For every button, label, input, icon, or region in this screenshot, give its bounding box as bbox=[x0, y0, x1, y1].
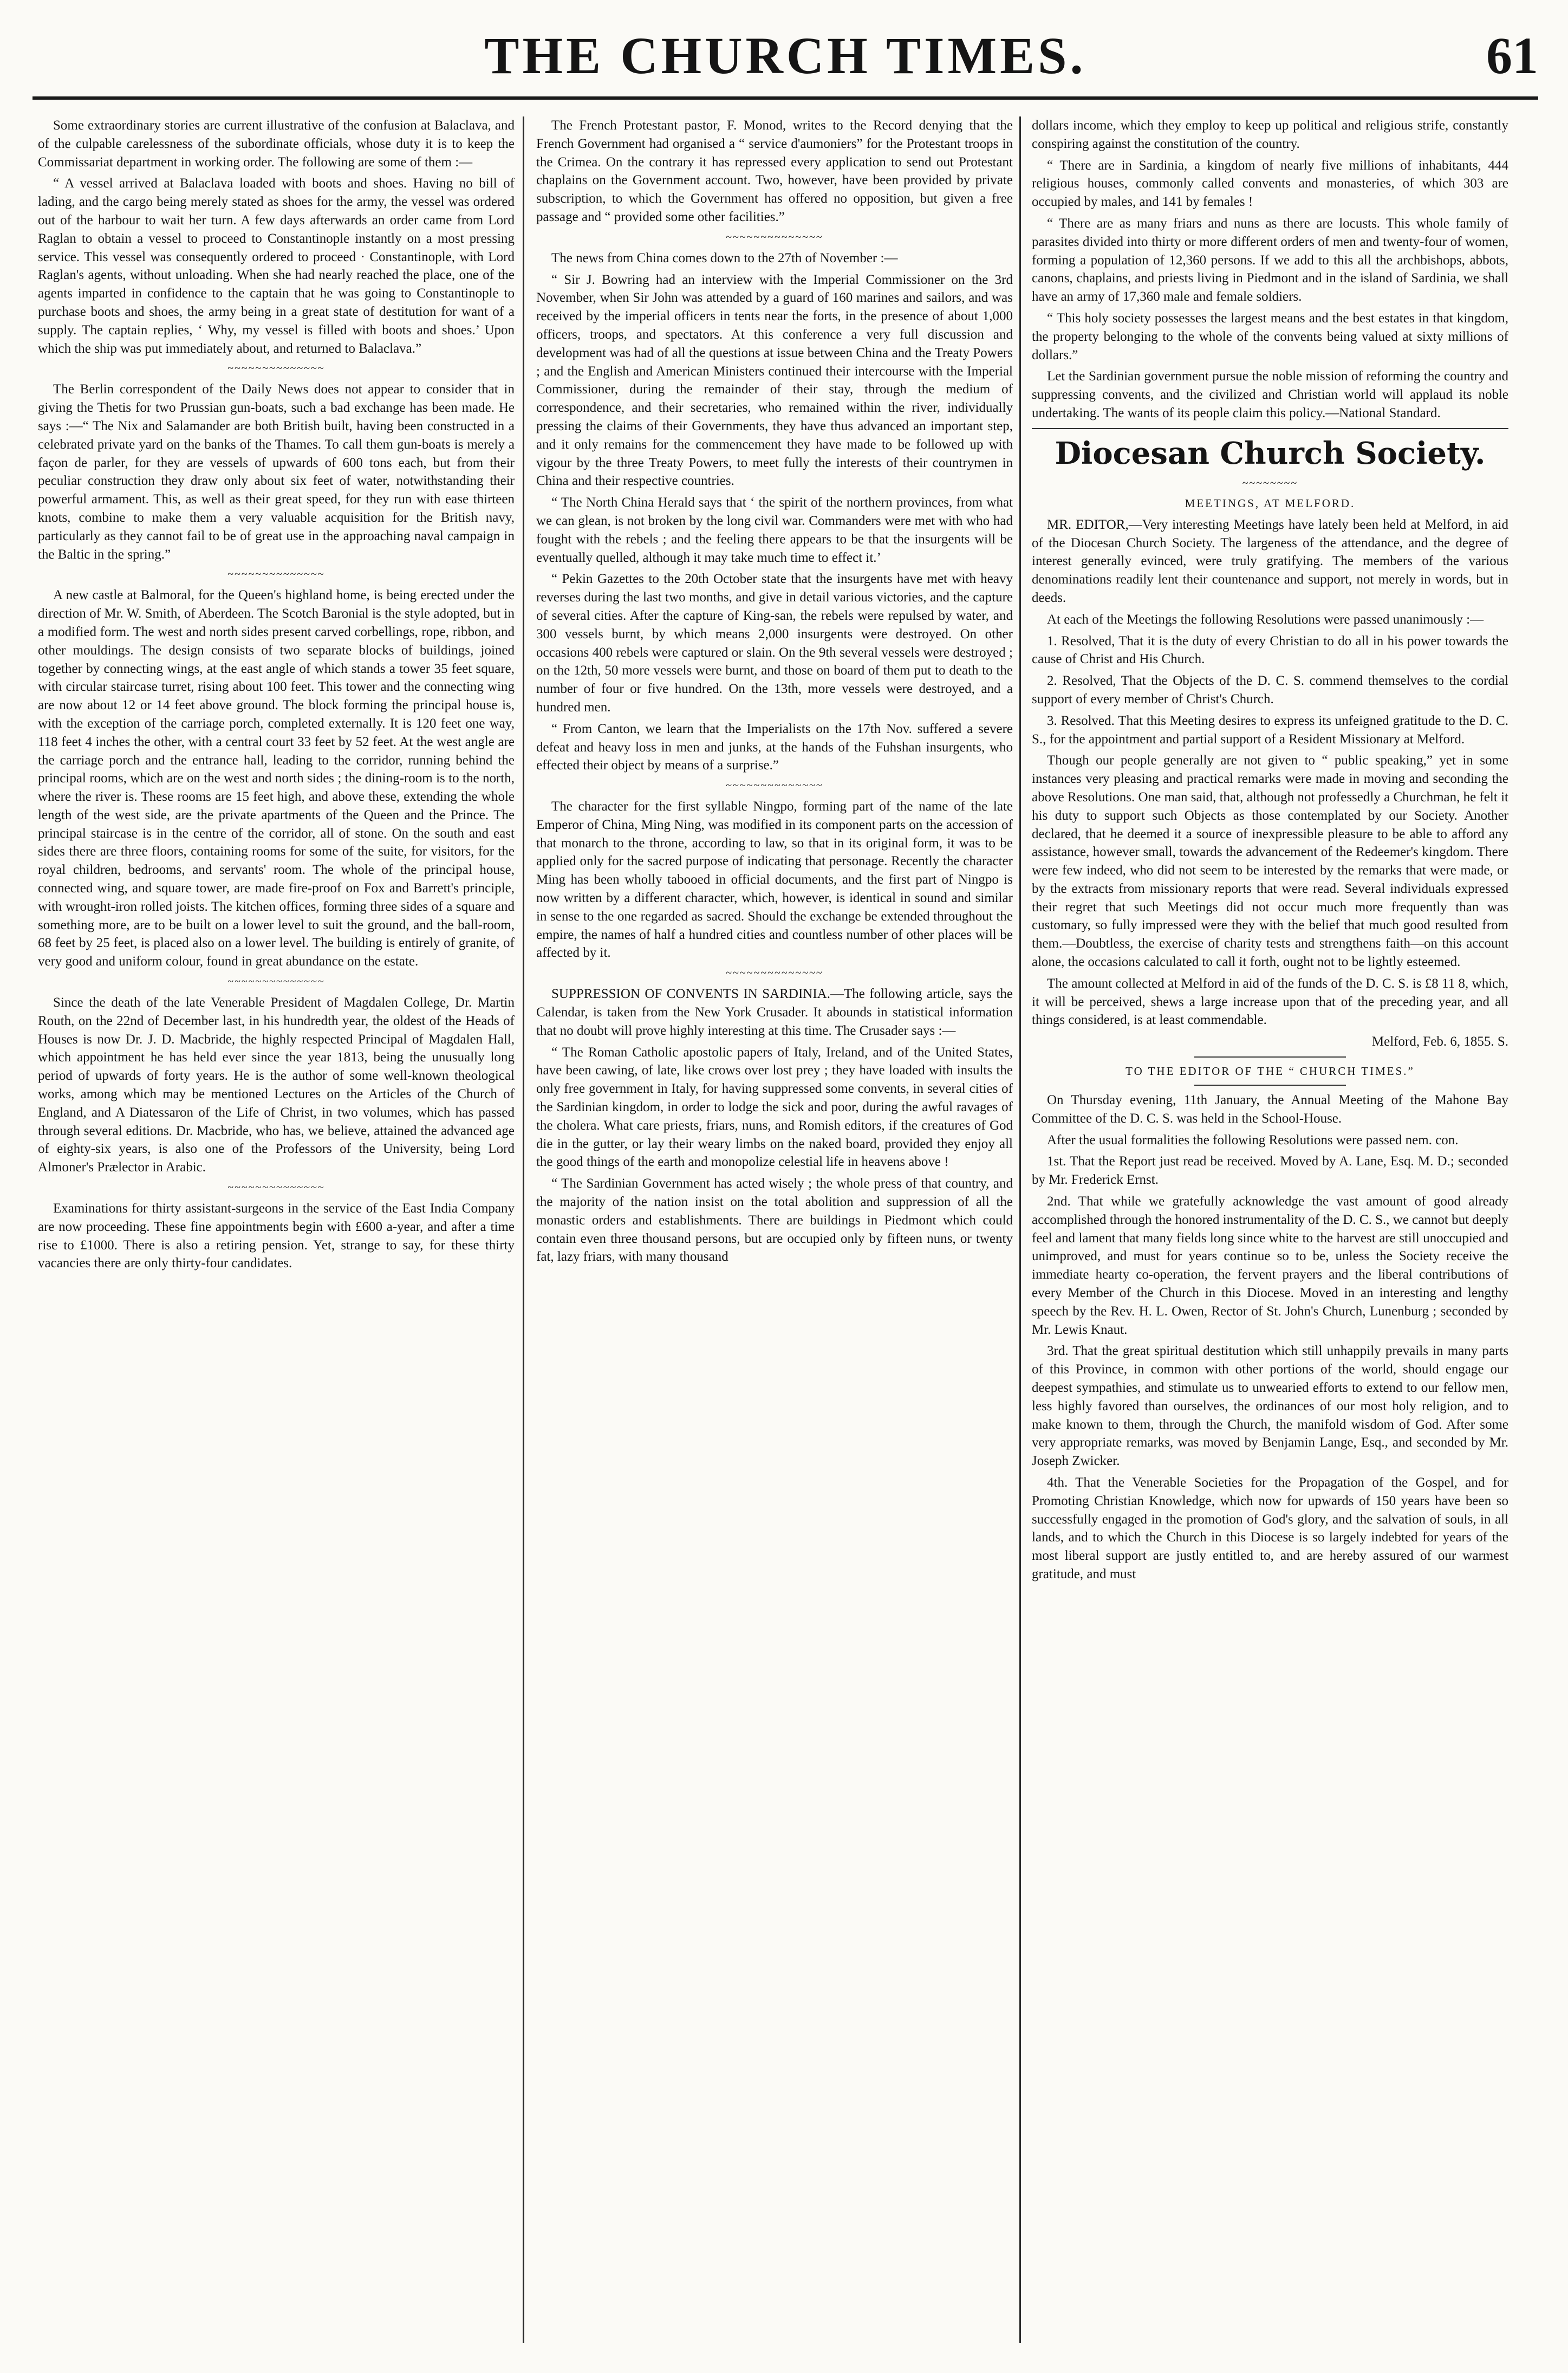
short-rule bbox=[1194, 1085, 1346, 1086]
article-balmoral bbox=[38, 586, 515, 971]
article-melford bbox=[1032, 516, 1508, 1051]
section-title: Diocesan Church Society. bbox=[1055, 435, 1486, 471]
paragraph: MR. EDITOR,—Very interesting Meetings have lately been held at Melford, in aid of the Diocesan Church Society. The largeness of the attendance, and the degree of interest generally evinced, were truly gratifying. The members of the various denominations readily lent their countenance and support, not merely in words, but in deeds. bbox=[1032, 517, 1508, 605]
page-number: 61 bbox=[1486, 27, 1538, 85]
paragraph: “ This holy society possesses the largest means and the best estates in that kingdom, the property belonging to the whole of the convents being valued at sixty millions of dollars.” bbox=[1032, 310, 1508, 362]
paragraph: Let the Sardinian government pursue the noble mission of reforming the country and suppressing convents, and the civilized and Christian world will applaud its noble undertaking. The wants of its people claim this policy.—National Standard. bbox=[1032, 369, 1508, 420]
paragraph: Since the death of the late Venerable President of Magdalen College, Dr. Martin Routh, on the 22nd of December last, in his hundredth year, the oldest of the Heads of Houses is now Dr. J. D. Macbride, the highly respected Principal of Magdalen Hall, which appointment he has held ever since the year 1813, being the unusually long period of upwards of forty years. He is the author of some well-known theological works, among which may be mentioned Lectures on the Articles of the Church of England, and A Diatessaron of the Life of Christ, in two volumes, which has passed through several editions. Dr. Macbride, who has, we believe, attained the advanced age of eighty-six years, is also one of the Professors of the University, being Lord Almoner's Prælector in Arabic. bbox=[38, 995, 515, 1175]
article-divider: ~~~~~~~~~~~~~~ bbox=[227, 362, 325, 375]
paragraph: A new castle at Balmoral, for the Queen's highland home, is being erected under the direction of Mr. W. Smith, of Aberdeen. The Scotch Baronial is the style adopted, but in a modified form. The west and north sides present carved corbellings, rope, ribbon, and other mouldings. The design consists of two separate blocks of buildings, joined together by connecting wings, at the east angle of which stands a tower 35 feet square, with circular staircase turret, rising about 100 feet. This tower and the connecting wing are now about 12 or 14 feet above ground. The block forming the principal house is, with the exception of the carriage porch, completed externally. It is 120 feet one way, 118 feet 4 inches the other, with a central court 33 feet by 52 feet. At the west angle are the carriage porch and the entrance hall, leading to the corridor, running behind the principal rooms, which are on the west and north sides ; the dining-room is to the north, where the river is. These rooms are 15 feet high, and above these, extending the whole length of the west side, are the private apartments of the Queen and the Prince. The principal staircase is in the centre of the corridor, all of stone. On the south and east sides there are three floors, containing rooms for some of the suite, for visitors, for the royal children, bedrooms, and servants' room. The whole of the principal house, connected wing, and square tower, are made fire-proof on Fox and Barrett's principle, with wrought-iron rolled joists. The kitchen offices, forming three sides of a square and something more, are to be built on a lower level to suit the ground, and the ball-room, 68 feet by 25 feet, is placed also on a lower level. The building is entirely of granite, of very good and uniform colour, found in great abundance on the estate. bbox=[38, 588, 515, 969]
article-divider: ~~~~~~~~~~~~~~ bbox=[227, 1182, 325, 1194]
paragraph: The amount collected at Melford in aid of the funds of the D. C. S. is £8 11 8, which, it will be perceived, shews a large increase upon that of the preceding year, and all things considered, is at least commendable. bbox=[1032, 976, 1508, 1028]
article-magdalen bbox=[38, 994, 515, 1177]
paragraph: dollars income, which they employ to keep up political and religious strife, constantly conspiring against the constitution of the country. bbox=[1032, 118, 1508, 151]
newspaper-title: THE CHURCH TIMES. bbox=[484, 27, 1086, 85]
paragraph: Examinations for thirty assistant-surgeons in the service of the East India Company are now proceeding. These fine appointments begin with £600 a-year, and after a time rise to £1000. There is also a retiring pension. Yet, strange to say, for these thirty vacancies there are only thirty-four candidates. bbox=[38, 1201, 515, 1271]
paragraph: The news from China comes down to the 27th of November :— bbox=[551, 250, 898, 265]
article-berlin bbox=[38, 380, 515, 563]
article-divider: ~~~~~~~~~~~~~~ bbox=[726, 967, 823, 980]
resolution: 3. Resolved. That this Meeting desires to express its unfeigned gratitude to the D. C. S., for the appointment and partial support of a Resident Missionary at Melford. bbox=[1032, 713, 1508, 747]
paragraph: The Berlin correspondent of the Daily News does not appear to consider that in giving the Thetis for two Prussian gun-boats, such a bad exchange has been made. He says :—“ The Nix and Salamander are both British built, having been constructed in a celebrated private yard on the banks of the Thames. To call them gun-boats is merely a façon de parler, for they are vessels of upwards of 600 tons each, but from their peculiar construction they draw only about six feet of water, notwithstanding their powerful armament. This, as well as their great speed, for they run with ease thirteen knots, combine to make them a very valuable acquisition for the British navy, particularly as they cannot fail to be of great use in the approaching naval campaign in the Baltic in the spring.” bbox=[38, 382, 515, 562]
resolution: 2nd. That while we gratefully acknowledge the vast amount of good already accomplished through the honored instrumentality of the D. C. S., we cannot but deeply feel and lament that many fields long since white to the harvest are still unoccupied and unimproved, and must for years continue so to be, unless the Society receive the immediate hearty co-operation, the fervent prayers and the liberal contributions of every Member of the Church in this Diocese. Moved in an interesting and lengthy speech by the Rev. H. L. Owen, Rector of St. John's Church, Lunenburg ; seconded by Mr. Lewis Knaut. bbox=[1032, 1194, 1508, 1337]
paragraph: SUPPRESSION OF CONVENTS IN SARDINIA.—The following article, says the Calendar, is taken from the New York Crusader. It abounds in statistical information that no doubt will prove highly interesting at this time. The Crusader says :— bbox=[536, 987, 1013, 1038]
resolution: 4th. That the Venerable Societies for the Propagation of the Gospel, and for Promoting Christian Knowledge, which now for upwards of 150 years have been so successfully engaged in the promotion of God's glory, and the salvation of souls, in all lands, and to which the Church in this Diocese is so largely indebted for years of the most liberal support are justly entitled to, and are hereby assured of our warmest gratitude, and must bbox=[1032, 1475, 1508, 1581]
paragraph: “ A vessel arrived at Balaclava loaded with boots and shoes. Having no bill of lading, and the cargo being merely stated as shoes for the army, the vessel was ordered out of the harbour to wait her turn. A few days afterwards an order came from Lord Raglan to obtain a vessel to proceed to Constantinople instantly on a most pressing service. This vessel was consequently ordered to proceed · Constantinople, with Lord Raglan's agents, without unloading. When she had nearly reached the place, one of the agents imparted in confidence to the captain that he was going to Constantinople to purchase boots and shoes, the army being in a great state of destitution for want of a supply. The captain replies, ‘ Why, my vessel is filled with boots and shoes.’ Upon which the ship was put immediately about, and returned to Balaclava.” bbox=[38, 176, 515, 356]
paragraph: “ From Canton, we learn that the Imperialists on the 17th Nov. suffered a severe defeat and heavy loss in men and junks, at the hands of the Fuhshan insurgents, who effected their object by means of a surprise.” bbox=[536, 721, 1013, 773]
paragraph: “ There are as many friars and nuns as there are locusts. This whole family of parasites divided into thirty or more different orders of men and twenty-four of women, forming a population of 12,360 persons. If we add to this all the archbishops, abbots, canons, chaplains, and priests living in Piedmont and in the island of Sardinia, we shall have an army of 17,360 male and female soldiers. bbox=[1032, 216, 1508, 304]
paragraph: After the usual formalities the following Resolutions were passed nem. con. bbox=[1047, 1132, 1459, 1147]
article-china bbox=[536, 249, 1013, 775]
article-balaclava bbox=[38, 116, 515, 358]
resolution: 1. Resolved, That it is the duty of every Christian to do all in his power towards the cause of Christ and His Church. bbox=[1032, 633, 1508, 667]
column-rule-1 bbox=[523, 116, 524, 2343]
column-2 bbox=[536, 116, 1013, 2354]
paragraph: On Thursday evening, 11th January, the Annual Meeting of the Mahone Bay Committee of the D. C. S. was held in the School-House. bbox=[1032, 1093, 1508, 1126]
paragraph: “ Pekin Gazettes to the 20th October state that the insurgents have met with heavy reverses during the last two months, and give in detail various victories, and the capture of several cities. After the capture of King-san, the rebels were repulsed by water, and 300 vessels burnt, by which means 2,000 insurgents were destroyed. On other occasions 400 rebels were captured or slain. On the 9th several vessels were destroyed ; on the 12th, 50 more vessels were burnt, and those on board of them put to death to the number of four or five hundred. On the 13th, more vessels were destroyed, and a hundred men. bbox=[536, 572, 1013, 715]
article-examinations bbox=[38, 1200, 515, 1273]
title-ornament: ~~~~~~~~ bbox=[1242, 477, 1298, 489]
paragraph: “ The Sardinian Government has acted wisely ; the whole press of that country, and the majority of the nation insist on the total abolition and suppression of all the monastic orders and establishments. There are buildings in Piedmont which could contain even three thousand persons, but are occupied only by fifteen nuns, or twenty fat, lazy friars, with many thousand bbox=[536, 1176, 1013, 1265]
section-rule bbox=[1032, 428, 1508, 429]
masthead-rule bbox=[32, 96, 1538, 100]
article-ningpo bbox=[536, 798, 1013, 962]
paragraph: “ There are in Sardinia, a kingdom of nearly five millions of inhabitants, 444 religious houses, commonly called convents and monasteries, of which 303 are occupied by males, and 141 by females ! bbox=[1032, 158, 1508, 210]
paragraph: “ Sir J. Bowring had an interview with the Imperial Commissioner on the 3rd November, when Sir John was attended by a guard of 160 marines and sailors, and was received by the imperial officers in tents near the forts, in the presence of about 1,000 officers, troops, and spectators. At this conference a very full discussion and development was had of all the questions at issue between China and the Treaty Powers ; and the English and American Ministers continued their intercourse with the Imperial Commissioner, during the remainder of their stay, through the medium of correspondence, and their secretaries, who remained within the river, individually pressing the claims of their Governments, they have thus advanced an important step, and it only remains for the commencement they have made to be followed up with vigour by the three Treaty Powers, to meet fully the interests of their countrymen in China and their respective countries. bbox=[536, 272, 1013, 489]
short-rule bbox=[1194, 1056, 1346, 1058]
article-divider: ~~~~~~~~~~~~~~ bbox=[726, 231, 823, 243]
paragraph: At each of the Meetings the following Resolutions were passed unanimously :— bbox=[1047, 612, 1484, 627]
paragraph: “ The Roman Catholic apostolic papers of Italy, Ireland, and of the United States, have been cawing, of late, like crows over lost prey ; they have loaded with insults the only free government in Italy, for having suppressed some convents, in several cities of the Sardinian kingdom, in order to lodge the sick and poor, during the awful ravages of the cholera. What care priests, friars, nuns, and Romish editors, if the creatures of God die in the gutter, or lay their weary limbs on the naked board, provided they enjoy all the good things of the earth and monopolize celestial life in heavens above ! bbox=[536, 1045, 1013, 1170]
resolution: 3rd. That the great spiritual destitution which still unhappily prevails in many parts of this Province, in common with other portions of the world, should engage our deepest sympathies, and stimulate us to unwearied efforts to extend to our fellow men, less highly favored than ourselves, the ordinances of our most holy religion, and to make known to them, through the Church, the manifold wisdom of God. After some very appropriate remarks, was moved by Benjamin Lange, Esq., and seconded by Mr. Joseph Zwicker. bbox=[1032, 1344, 1508, 1469]
resolution: 1st. That the Report just read be received. Moved by A. Lane, Esq. M. D.; seconded by Mr. Frederick Ernst. bbox=[1032, 1154, 1508, 1188]
resolution: 2. Resolved, That the Objects of the D. C. S. commend themselves to the cordial support of every member of Christ's Church. bbox=[1032, 673, 1508, 706]
letter-heading: TO THE EDITOR OF THE “ CHURCH TIMES.” bbox=[1125, 1065, 1415, 1078]
masthead bbox=[32, 11, 1538, 87]
paragraph: “ The North China Herald says that ‘ the spirit of the northern provinces, from what we can glean, is not broken by the long civil war. Commanders were met with who had fought with the rebels ; and the feeling there appears to be that the insurgents will be eventually quelled, although it may take much time to effect it.’ bbox=[536, 495, 1013, 565]
article-divider: ~~~~~~~~~~~~~~ bbox=[227, 568, 325, 581]
article-divider: ~~~~~~~~~~~~~~ bbox=[726, 780, 823, 792]
meetings-heading: MEETINGS, AT MELFORD. bbox=[1185, 496, 1356, 510]
article-mahone-bay bbox=[1032, 1091, 1508, 1584]
paragraph: Some extraordinary stories are current illustrative of the confusion at Balaclava, and of the culpable carelessness of the subordinate officials, whose duty it is to keep the Commissariat department in working order. The following are some of them :— bbox=[38, 118, 515, 170]
column-3 bbox=[1032, 116, 1508, 2354]
paragraph: The character for the first syllable Ningpo, forming part of the name of the late Emperor of China, Ming Ning, was modified in its component parts on the accession of that monarch to the throne, according to law, so that in its original form, it was to be applied only for the sacred purpose of indicating that personage. Recently the character Ming has been wholly tabooed in official documents, and the first part of Ningpo is now written by a different character, which, however, is identical in sound and similar in sense to the one regarded as sacred. Should the exchange be extended throughout the empire, the names of half a hundred cities and countless number of other places will be affected by it. bbox=[536, 799, 1013, 961]
signoff: Melford, Feb. 6, 1855. S. bbox=[1371, 1034, 1508, 1049]
paragraph: The French Protestant pastor, F. Monod, writes to the Record denying that the French Government had organised a “ service d'aumoniers” for the Protestant troops in the Crimea. On the contrary it has repressed every application to send out Protestant chaplains on the Government account. Two, however, have been provided by private subscription, to which the Government has offered no opposition, but given a free passage and “ provided some other facilities.” bbox=[536, 118, 1013, 224]
article-sardinia-continued bbox=[1032, 116, 1508, 423]
column-rule-2 bbox=[1019, 116, 1021, 2343]
article-divider: ~~~~~~~~~~~~~~ bbox=[227, 976, 325, 988]
article-sardinia bbox=[536, 985, 1013, 1266]
column-1 bbox=[38, 116, 515, 2354]
article-monod bbox=[536, 116, 1013, 226]
paragraph: Though our people generally are not given to “ public speaking,” yet in some instances very pleasing and practical remarks were made in moving and seconding the above Resolutions. One man said, that, although not professedly a Churchman, he felt it his duty to support such Objects as those contemplated by our Society. Another declared, that he deemed it a source of inexpressible pleasure to be able to afford any assistance, however small, towards the advancement of the Redeemer's kingdom. There were few indeed, who did not seem to be interested by the remarks that were made, or by the extracts from missionary reports that were read. Several individuals expressed their regret that such Meetings did not occur much more frequently than was customary, so fully impressed were they with the belief that much good resulted from them.—Doubtless, the exercise of charity tests and strengthens faith—on this account alone, the occasions calculated to call it forth, ought not to be lightly esteemed. bbox=[1032, 753, 1508, 970]
